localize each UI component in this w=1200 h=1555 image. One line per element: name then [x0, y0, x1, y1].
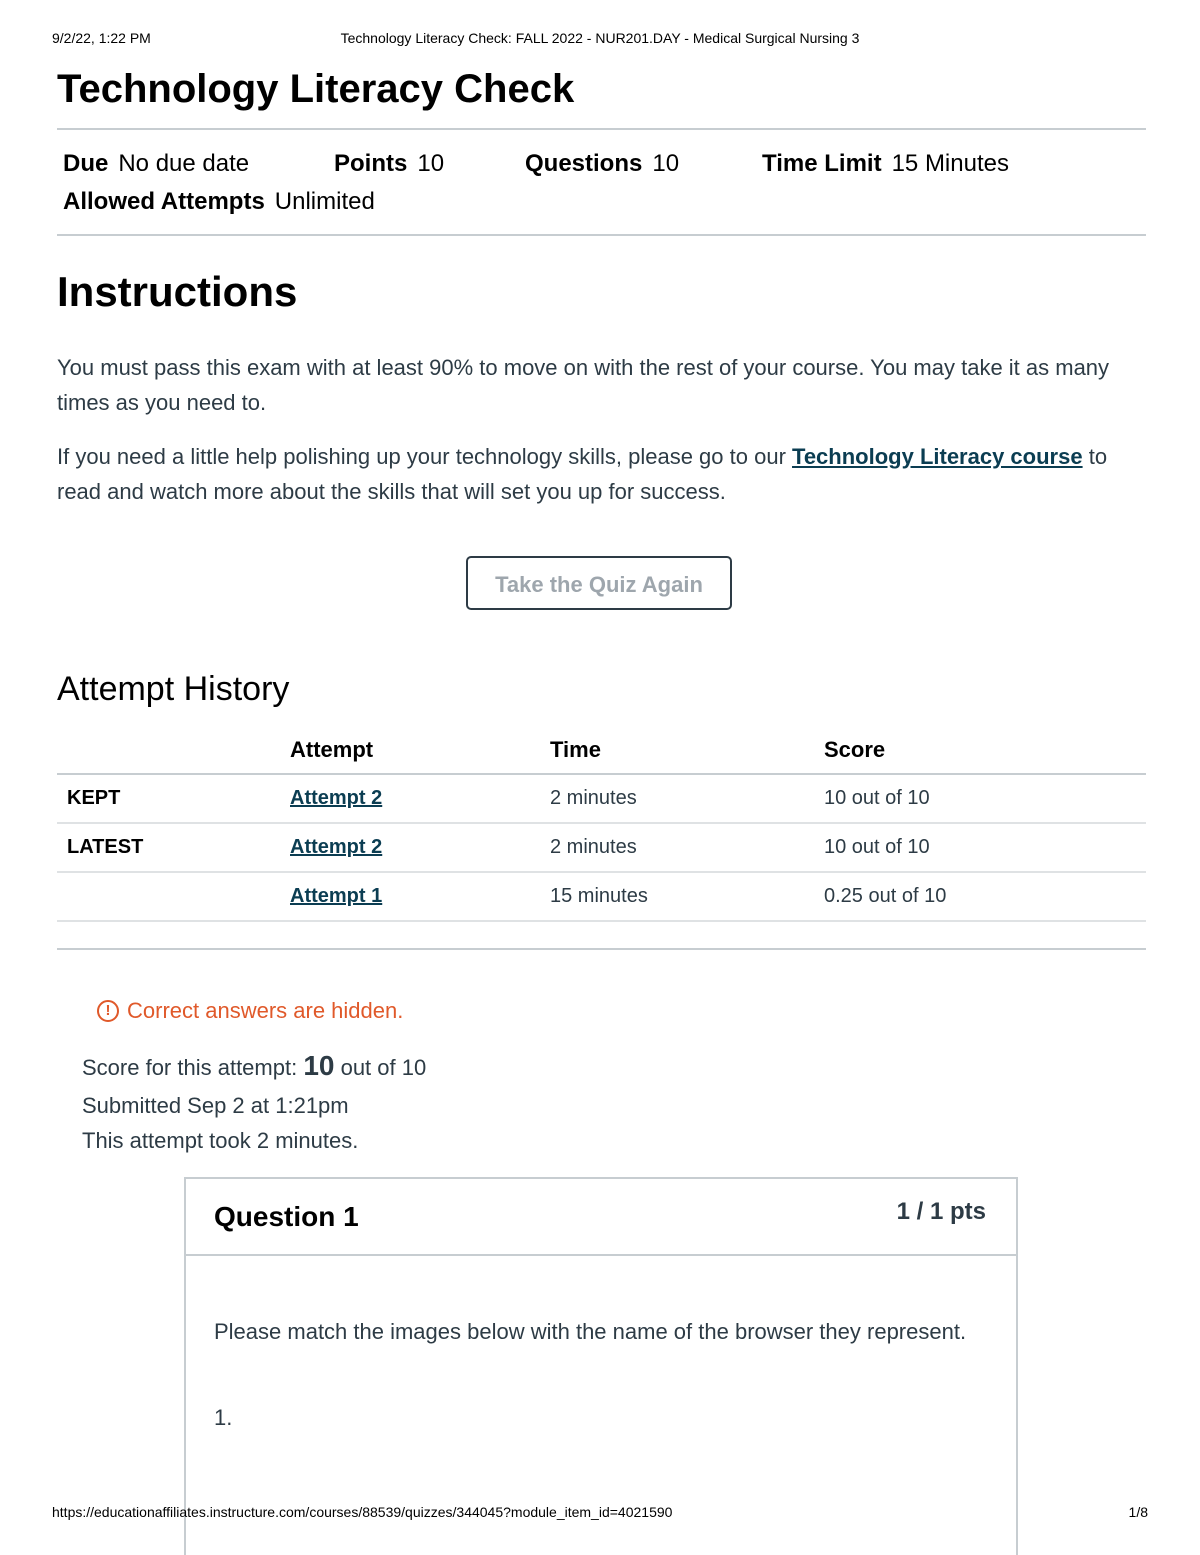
print-document-title: Technology Literacy Check: FALL 2022 - NUR201.DAY - Medical Surgical Nursing 3 [340, 30, 860, 46]
instructions-paragraph-1: You must pass this exam with at least 90% to move on with the rest of your course. You may take it as many times as you need to. [57, 355, 1110, 415]
quiz-content [57, 62, 1146, 1430]
print-url: https://educationaffiliates.instructure.com/courses/88539/quizzes/344045?module_item_id=4021590 [52, 1504, 673, 1520]
attempt-score: 0.25 out of 10 [824, 872, 1146, 921]
score-total: out of 10 [334, 1055, 427, 1080]
meta-allowed-attempts-value: Unlimited [274, 188, 375, 215]
question-card [184, 1177, 1018, 1555]
table-header-row [57, 727, 1146, 774]
meta-points-label: Points [334, 150, 408, 177]
attempt-link[interactable]: Attempt 2 [290, 787, 383, 809]
meta-due-label: Due [63, 150, 109, 177]
attempt-label [57, 872, 290, 921]
page-number: 1/8 [1128, 1504, 1148, 1520]
attempt-duration: This attempt took 2 minutes. [82, 1128, 359, 1153]
meta-questions [525, 150, 679, 178]
meta-time-limit-value: 15 Minutes [891, 150, 1009, 177]
warning-icon: ! [97, 1000, 119, 1022]
meta-due-value: No due date [118, 150, 250, 177]
instructions-paragraph-2 [57, 439, 1132, 509]
divider [57, 234, 1146, 236]
instructions-text: If you need a little help polishing up your technology skills, please go to our [57, 444, 793, 469]
attempt-link[interactable]: Attempt 2 [290, 836, 383, 858]
question-header [186, 1179, 1016, 1256]
attempt-time: 2 minutes [550, 774, 824, 823]
technology-literacy-course-link[interactable]: Technology Literacy course [792, 444, 1083, 469]
table-row [57, 774, 1146, 823]
submitted-time: Submitted Sep 2 at 1:21pm [82, 1093, 349, 1118]
attempt-score: 10 out of 10 [824, 774, 1146, 823]
print-datetime: 9/2/22, 1:22 PM [52, 30, 151, 46]
meta-points-value: 10 [417, 150, 445, 177]
print-header [52, 30, 1148, 50]
take-quiz-again-button[interactable]: Take the Quiz Again [466, 556, 732, 610]
meta-due [63, 150, 249, 178]
attempt-label: LATEST [57, 823, 290, 872]
meta-time-limit-label: Time Limit [762, 150, 882, 177]
attempt-score: 10 out of 10 [824, 823, 1146, 872]
attempt-link[interactable]: Attempt 1 [290, 885, 383, 907]
page-title: Technology Literacy Check [57, 67, 575, 111]
instructions-text: to read and watch more about the skills that will set you up for success. [57, 444, 1108, 504]
quiz-meta [57, 130, 1146, 234]
question-title: Question 1 [214, 1201, 359, 1232]
meta-points [334, 150, 444, 178]
instructions-heading: Instructions [57, 268, 298, 315]
attempt-history-heading: Attempt History [57, 670, 290, 708]
meta-time-limit [762, 150, 1009, 178]
attempt-score-line [82, 1050, 426, 1082]
question-text: Please match the images below with the name of the browser they represent. [214, 1319, 967, 1344]
meta-allowed-attempts [63, 188, 375, 216]
column-header [57, 727, 290, 774]
answers-hidden-notice [97, 998, 403, 1024]
attempt-time: 15 minutes [550, 872, 824, 921]
question-item-number: 1. [214, 1405, 233, 1430]
meta-questions-value: 10 [652, 150, 680, 177]
score-value: 10 [303, 1050, 335, 1081]
attempt-history-table [57, 727, 1146, 922]
column-header: Score [824, 727, 1146, 774]
table-row [57, 823, 1146, 872]
divider [57, 948, 1146, 950]
answers-hidden-text: Correct answers are hidden. [127, 998, 404, 1023]
question-points: 1 / 1 pts [896, 1198, 986, 1225]
table-row [57, 872, 1146, 921]
meta-allowed-attempts-label: Allowed Attempts [63, 188, 265, 215]
attempt-label: KEPT [57, 774, 290, 823]
column-header: Attempt [290, 727, 550, 774]
meta-questions-label: Questions [525, 150, 643, 177]
score-label: Score for this attempt: [82, 1055, 304, 1080]
column-header: Time [550, 727, 824, 774]
attempt-time: 2 minutes [550, 823, 824, 872]
